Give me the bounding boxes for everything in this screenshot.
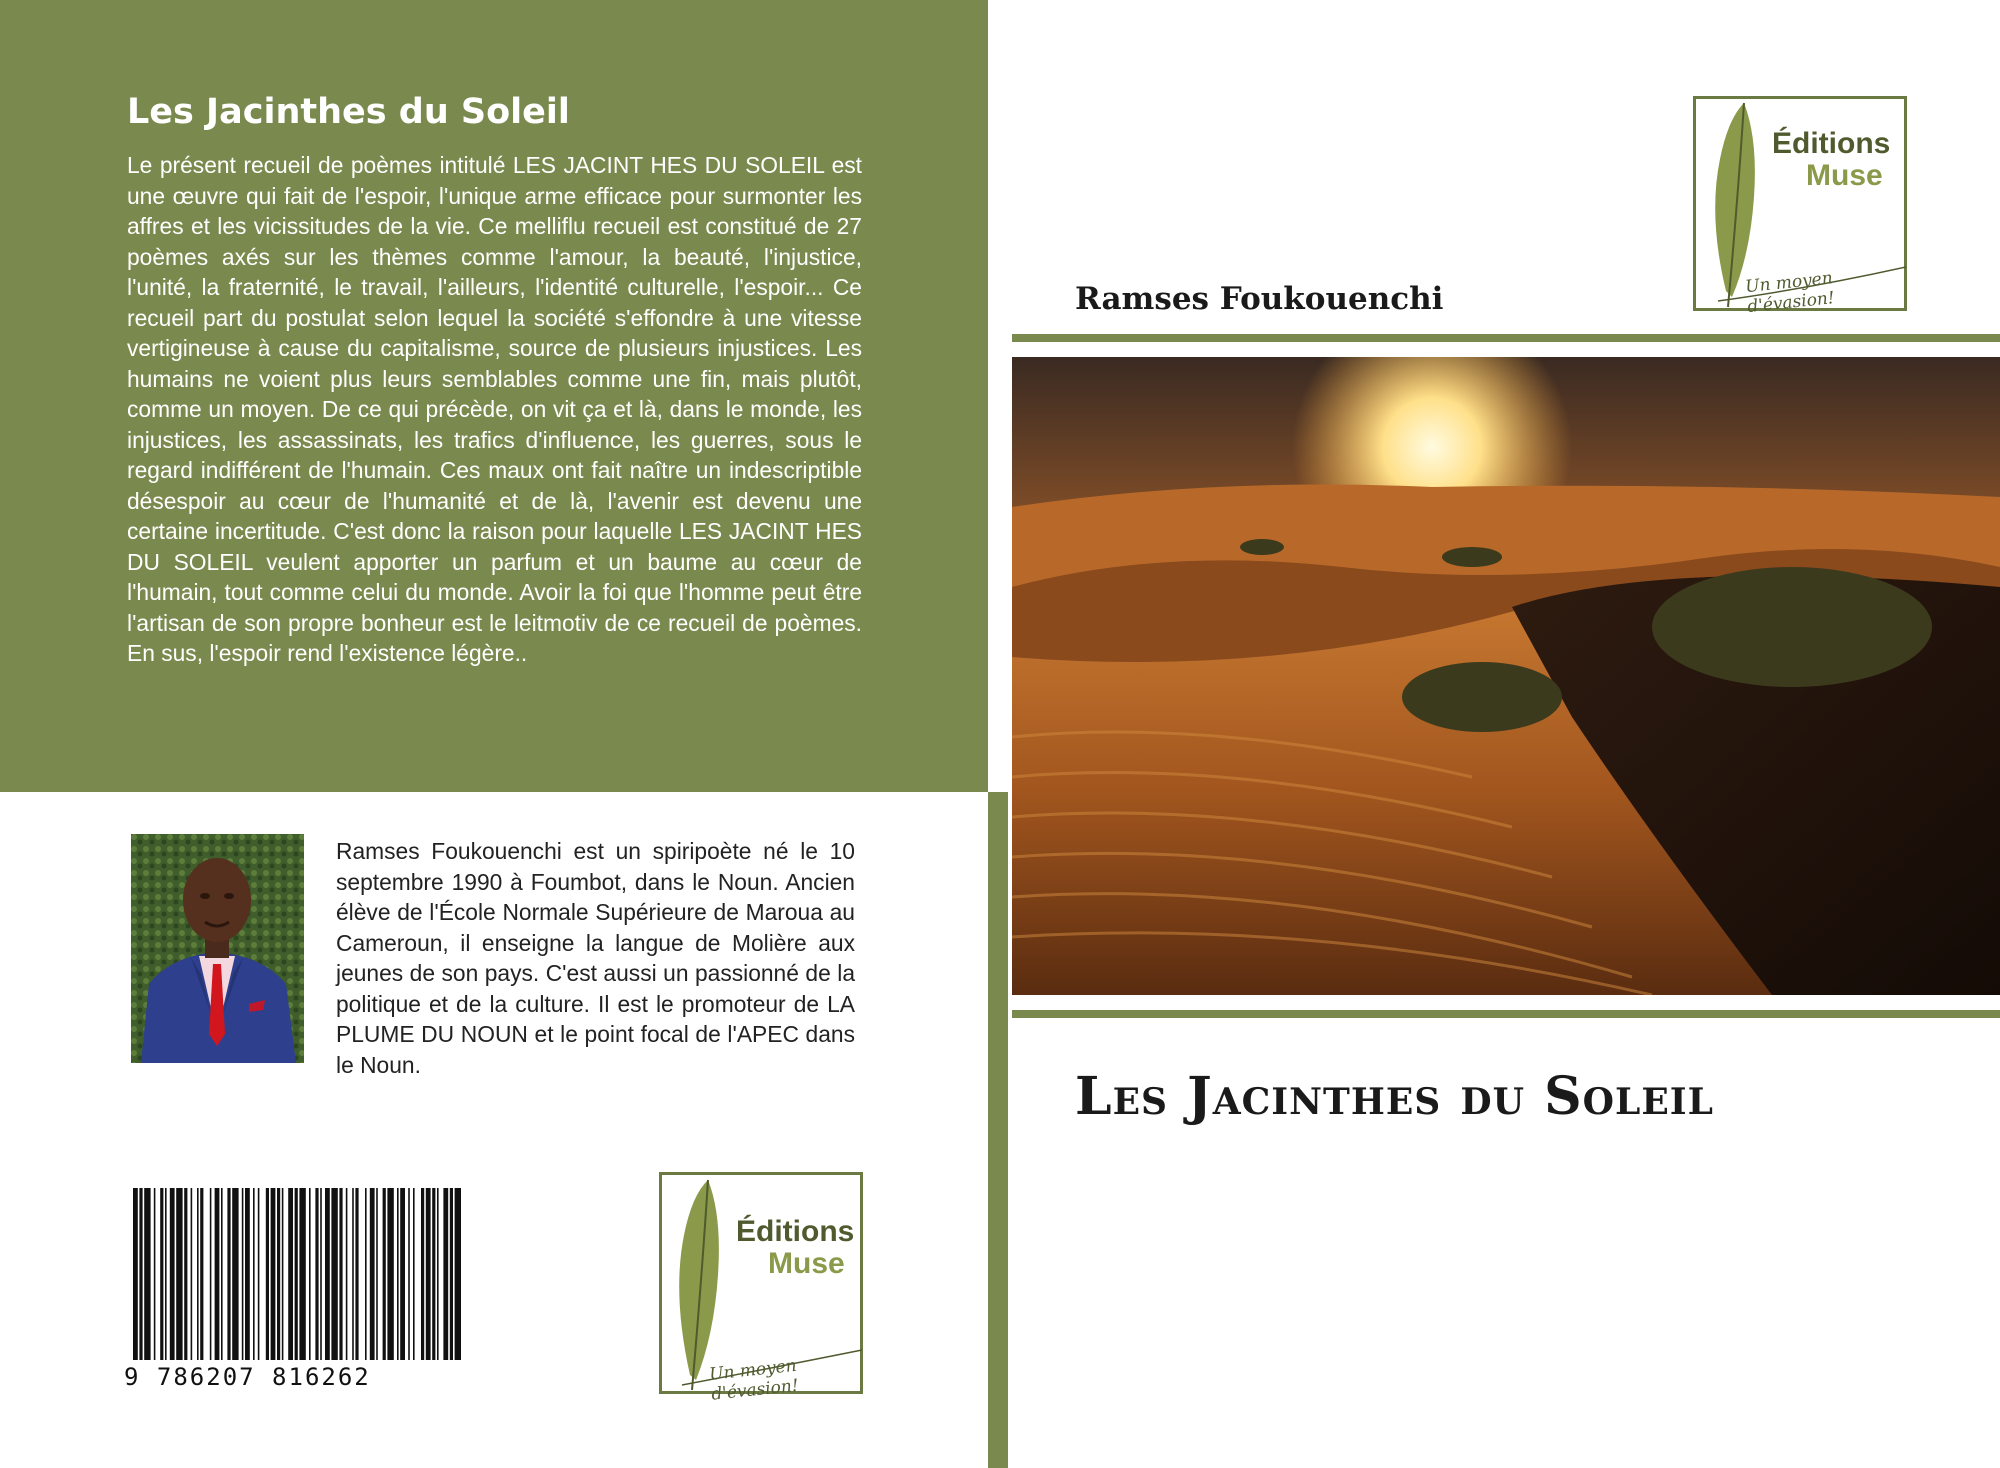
olive-band-bottom	[1012, 1010, 2000, 1018]
logo-muse: Muse	[1806, 159, 1883, 192]
logo-muse: Muse	[768, 1247, 845, 1280]
desert-sunset-image	[1012, 357, 2000, 995]
logo-tagline: Un moyen d'évasion!	[1744, 268, 1836, 318]
back-cover-blurb: Le présent recueil de poèmes intitulé LES JACINT HES DU SOLEIL est une œuvre qui fait de l'espoir, l'unique arme efficace pour surmonter les affres et les vicissitudes de la vie. Ce melliflu recueil est constitué de 27 poèmes axés sur les thèmes comme l'amour, la beauté, l'injustice, l'unité, la fraternité, le travail, l'ailleurs, l'identité culturelle, l'espoir... Ce recueil part du postulat selon lequel la société s'effondre à une vitesse vertigineuse à cause du capitalisme, source de plusieurs injustices. Les humains ne voient plus leurs semblables comme une fin, mais plutôt, comme un moyen. De ce qui précède, on vit ça et là, dans le monde, les injustices, les assassinats, les trafics d'influence, les guerres, sous le regard indifférent de l'humain. Ces maux ont fait naître un indescriptible désespoir au cœur de l'humanité et de là, l'avenir est devenu une certaine incertitude. C'est donc la raison pour laquelle LES JACINT HES DU SOLEIL veulent apporter un parfum et un baume au cœur de l'humain, tout comme celui du monde. Avoir la foi que l'homme peut être l'artisan de son propre bonheur est le leitmotiv de ce recueil de poèmes. En sus, l'espoir rend l'existence légère..	[127, 152, 862, 666]
logo-editions: Éditions	[736, 1215, 855, 1248]
logo-editions: Éditions	[1772, 127, 1891, 160]
back-cover-title: Les Jacinthes du Soleil	[127, 92, 570, 132]
barcode	[131, 1188, 461, 1378]
author-photo	[131, 834, 304, 1063]
publisher-logo-front	[1693, 96, 1907, 318]
author-bio: Ramses Foukouenchi est un spiripoète né le 10 septembre 1990 à Foumbot, dans le Noun. Ancien élève de l'École Normale Supérieure de Maroua au Cameroun, il enseigne la langue de Molière aux jeunes de son pays. C'est aussi un passionné de la politique et de la culture. Il est le promoteur de LA PLUME DU NOUN et le point focal de l'APEC dans le Noun.	[336, 838, 855, 1078]
logo-tagline: Un moyen d'évasion!	[708, 1355, 800, 1405]
spine	[988, 792, 1008, 1468]
isbn-digits: 9 786207 816262	[124, 1363, 371, 1391]
publisher-logo-back	[659, 1172, 863, 1405]
olive-band-top	[1012, 334, 2000, 342]
front-cover-title: Les Jacinthes du Soleil	[1075, 1066, 1714, 1127]
front-author-name: Ramses Foukouenchi	[1075, 281, 1444, 317]
